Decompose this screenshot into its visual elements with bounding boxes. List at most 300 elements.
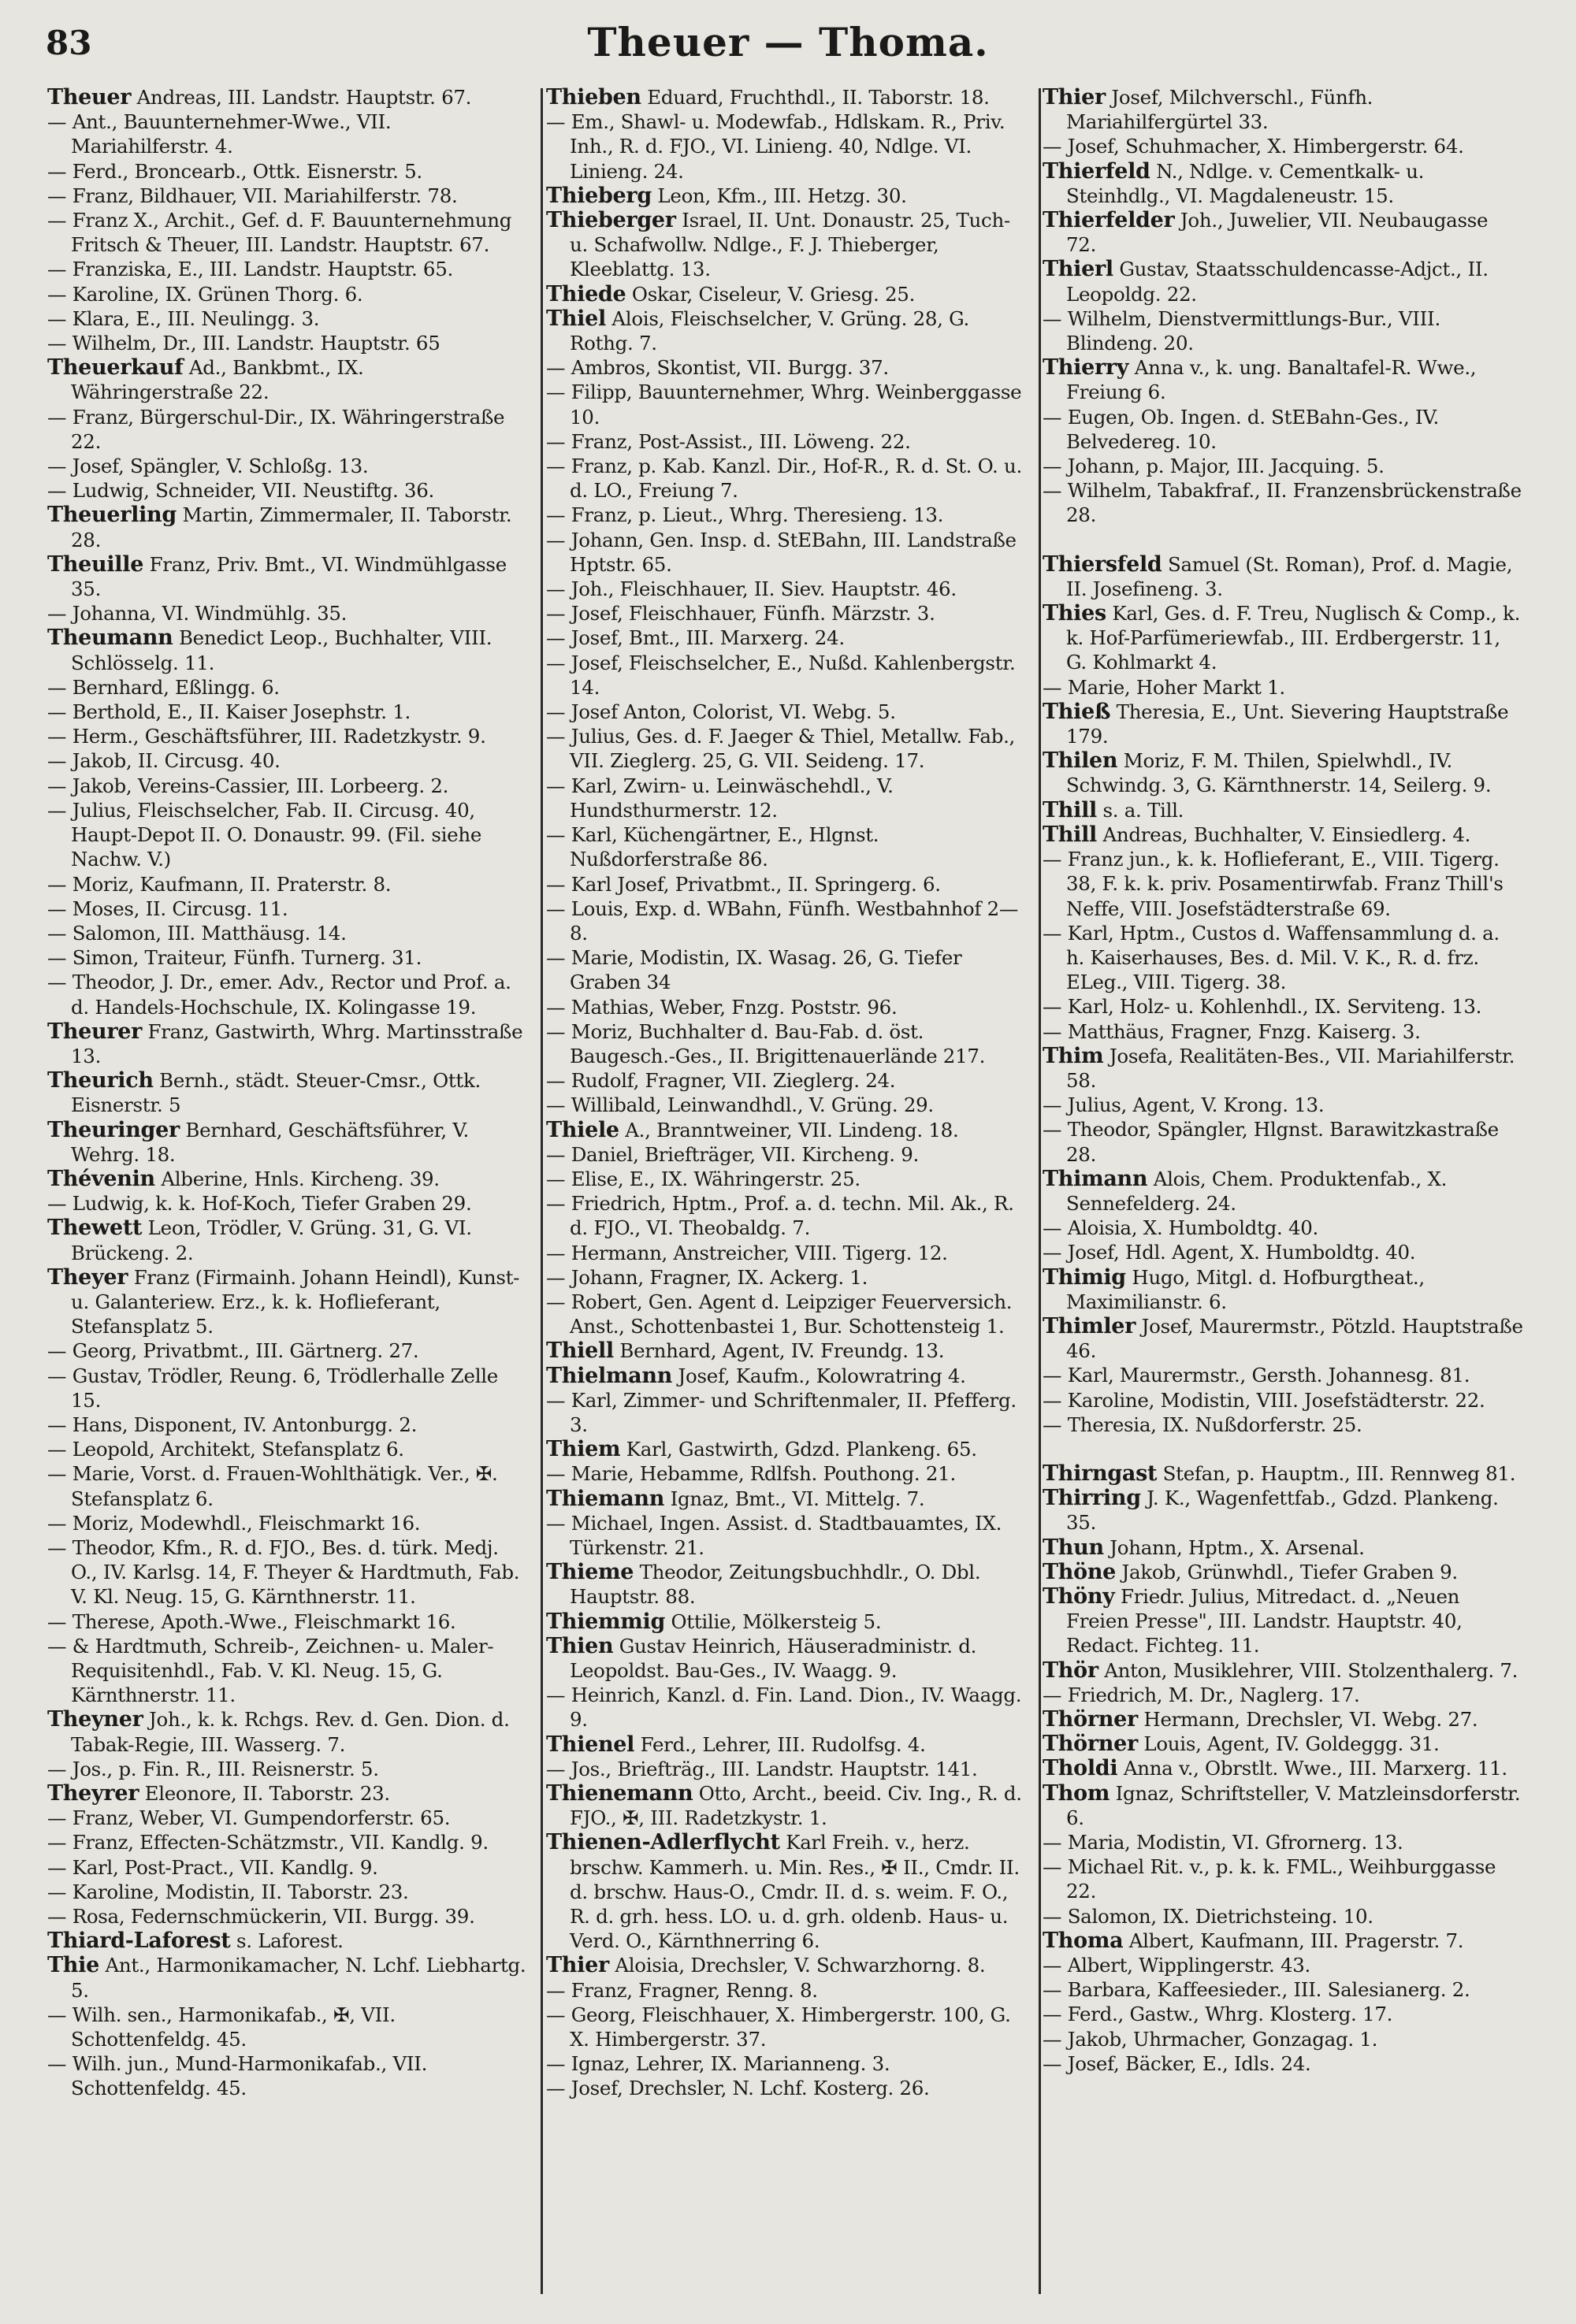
directory-entry	[546, 1461, 1027, 1486]
directory-entry	[47, 1904, 528, 1929]
directory-entry-surname	[1043, 208, 1523, 257]
entry-text: Anna v., k. ung. Banaltafel-R. Wwe., Freiung 6.	[1066, 356, 1477, 404]
directory-entry	[546, 651, 1027, 700]
directory-entry	[47, 454, 528, 478]
entry-surname: Thiede	[546, 281, 626, 306]
directory-entry	[1043, 1413, 1523, 1437]
entry-text: A., Branntweiner, VII. Lindeng. 18.	[619, 1118, 959, 1142]
directory-entry	[1043, 1953, 1523, 1977]
entry-text: Ad., Bankbmt., IX. Währingerstraße 22.	[71, 356, 364, 404]
entry-text: — Jakob, Uhrmacher, Gonzagag. 1.	[1043, 2027, 1378, 2051]
entry-text: Benedict Leop., Buchhalter, VIII. Schlösselg. 11.	[71, 626, 492, 674]
directory-entry	[546, 700, 1027, 724]
directory-entry-surname	[546, 1364, 1027, 1388]
entry-text: — Aloisia, X. Humboldtg. 40.	[1043, 1216, 1319, 1240]
directory-entry	[546, 724, 1027, 773]
entry-surname: Thörner	[1043, 1732, 1138, 1757]
entry-text: — Karl, Holz- u. Kohlenhdl., IX. Serviteng. 13.	[1043, 995, 1482, 1019]
entry-text: — Friedrich, Hptm., Prof. a. d. techn. Mil. Ak., R. d. FJO., VI. Theobaldg. 7.	[546, 1192, 1014, 1240]
entry-text: — Franz, Weber, VI. Gumpendorferstr. 65.	[47, 1806, 451, 1830]
directory-entry	[47, 282, 528, 306]
entry-surname: Thom	[1043, 1780, 1110, 1806]
directory-entry-surname	[1043, 1044, 1523, 1093]
entry-text: — Ludwig, Schneider, VII. Neustiftg. 36.	[47, 479, 434, 503]
entry-surname: Thiel	[546, 306, 606, 331]
entry-text: — Rosa, Federnschmückerin, VII. Burgg. 39.	[47, 1905, 475, 1929]
entry-text: — Karl, Post-Pract., VII. Kandlg. 9.	[47, 1855, 378, 1879]
directory-entry-surname	[1043, 1461, 1523, 1486]
entry-surname: Thimig	[1043, 1264, 1126, 1290]
directory-entry	[1043, 2051, 1523, 2076]
entry-surname: Thierfeld	[1043, 158, 1150, 184]
directory-entry	[546, 454, 1027, 503]
directory-entry	[47, 675, 528, 700]
directory-entry	[47, 1880, 528, 1904]
entry-surname: Thimler	[1043, 1313, 1136, 1338]
directory-entry-surname	[1043, 1929, 1523, 1953]
entry-text: Karl Freih. v., herz. brschw. Kammerh. u. Min. Res., ✠ II., Cmdr. II. d. brschw. Haus-O., Cmdr. II. d. s. weim. F. O., R. d. grh. hess. LO. u. d. grh. oldenb. Haus- u. Verd. O., Kärnthnerring 6.	[570, 1831, 1020, 1953]
entry-surname: Thie	[47, 1953, 99, 1978]
directory-entry-surname	[1043, 1265, 1523, 1314]
entry-text: Martin, Zimmermaler, II. Taborstr. 28.	[71, 503, 512, 551]
directory-entry	[546, 503, 1027, 527]
directory-entry	[546, 1142, 1027, 1167]
entry-text: — Friedrich, M. Dr., Naglerg. 17.	[1043, 1683, 1360, 1706]
entry-surname: Thöne	[1043, 1559, 1117, 1584]
directory-entry	[47, 1806, 528, 1830]
entry-surname: Thielmann	[546, 1363, 673, 1388]
entry-text: Jakob, Grünwhdl., Tiefer Graben 9.	[1116, 1560, 1458, 1583]
entry-text: N., Ndlge. v. Cementkalk- u. Steinhdlg., VI. Magdaleneustr. 15.	[1066, 159, 1425, 207]
entry-text: — Franz jun., k. k. Hoflieferant, E., VIII. Tigerg. 38, F. k. k. priv. Posamentirwfab. Franz Thill's Neffe, VIII. Josefstädterstraße 69.	[1043, 848, 1504, 920]
directory-entry-surname	[1043, 1732, 1523, 1756]
directory-entry	[1043, 675, 1523, 700]
entry-text: Anton, Musiklehrer, VIII. Stolzenthalerg. 7.	[1098, 1658, 1518, 1682]
directory-entry	[546, 626, 1027, 650]
directory-entry-surname	[546, 1732, 1027, 1757]
entry-surname: Thienemann	[546, 1781, 693, 1806]
entry-text: Otto, Archt., beeid. Civ. Ing., R. d. FJO., ✠, III. Radetzkystr. 1.	[570, 1782, 1022, 1830]
entry-text: — Jos., Briefträg., III. Landstr. Hauptstr. 141.	[546, 1757, 978, 1780]
directory-entry-surname	[546, 1781, 1027, 1830]
entry-surname: Theuille	[47, 551, 144, 577]
entry-text: — Marie, Vorst. d. Frauen-Wohlthätigk. Ver., ✠. Stefansplatz 6.	[47, 1462, 498, 1510]
entry-text: — Salomon, III. Matthäusg. 14.	[47, 921, 347, 945]
directory-entry	[546, 1019, 1027, 1068]
entry-surname: Thöny	[1043, 1583, 1115, 1609]
entry-text: Eleonore, II. Taborstr. 23.	[139, 1782, 390, 1806]
directory-entry	[47, 257, 528, 281]
entry-text: s. Laforest.	[230, 1929, 344, 1953]
directory-entry	[1043, 1904, 1523, 1929]
entry-text: — Josef, Drechsler, N. Lchf. Kosterg. 26.	[546, 2077, 930, 2100]
entry-text: — Julius, Fleischselcher, Fab. II. Circusg. 40, Haupt-Depot II. O. Donaustr. 99. (Fil. siehe Nachw. V.)	[47, 798, 482, 871]
directory-entry	[47, 1191, 528, 1216]
directory-entry	[47, 1338, 528, 1363]
entry-text: Theresia, E., Unt. Sievering Hauptstraße 179.	[1066, 700, 1509, 748]
directory-entry-surname	[47, 1265, 528, 1339]
directory-entry-surname	[546, 1609, 1027, 1634]
directory-entry	[546, 601, 1027, 626]
directory-entry	[546, 1093, 1027, 1117]
directory-entry	[47, 724, 528, 748]
entry-surname: Theumann	[47, 626, 173, 651]
directory-entry	[47, 897, 528, 921]
entry-surname: Thévenin	[47, 1166, 155, 1191]
entry-surname: Thim	[1043, 1043, 1104, 1068]
entry-text: — Franz X., Archit., Gef. d. F. Bauunternehmung Fritsch & Theuer, III. Landstr. Hauptstr. 67.	[47, 209, 512, 257]
directory-entry	[546, 897, 1027, 945]
directory-entry-surname	[47, 1068, 528, 1117]
directory-entry-surname	[1043, 257, 1523, 306]
directory-entry	[1043, 478, 1523, 527]
directory-entry	[1043, 1683, 1523, 1707]
directory-entry	[47, 921, 528, 945]
directory-entry-surname	[546, 1560, 1027, 1609]
entry-text: — Klara, E., III. Neulingg. 3.	[47, 306, 320, 330]
directory-entry	[47, 1461, 528, 1510]
entry-text: — Karl, Maurermstr., Gersth. Johannesg. 81.	[1043, 1364, 1470, 1387]
entry-text: — Wilhelm, Dr., III. Landstr. Hauptstr. 65	[47, 332, 440, 355]
entry-text: — Hermann, Anstreicher, VIII. Tigerg. 12.	[546, 1241, 948, 1264]
directory-entry	[546, 1265, 1027, 1290]
entry-text: — Julius, Ges. d. F. Jaeger & Thiel, Metallw. Fab., VII. Zieglerg. 25, G. VII. Seideng. 17.	[546, 725, 1016, 773]
directory-entry	[546, 577, 1027, 601]
entry-text: — Joh., Fleischhauer, II. Siev. Hauptstr. 46.	[546, 577, 957, 601]
directory-entry-surname	[546, 1487, 1027, 1511]
entry-text: — Georg, Privatbmt., III. Gärtnerg. 27.	[47, 1339, 419, 1363]
entry-text: — Marie, Hoher Markt 1.	[1043, 675, 1285, 699]
entry-text: — Jakob, Vereins-Cassier, III. Lorbeerg. 2.	[47, 774, 449, 797]
entry-surname: Thies	[1043, 601, 1106, 626]
entry-text: — Berthold, E., II. Kaiser Josephstr. 1.	[47, 700, 411, 724]
directory-entry-surname	[546, 1437, 1027, 1461]
entry-text: — Rudolf, Fragner, VII. Zieglerg. 24.	[546, 1069, 896, 1093]
entry-surname: Thierry	[1043, 355, 1129, 381]
entry-text: — Michael Rit. v., p. k. k. FML., Weihburggasse 22.	[1043, 1855, 1496, 1903]
directory-entry	[546, 1757, 1027, 1781]
entry-text: — Ferd., Gastw., Whrg. Klosterg. 17.	[1043, 2003, 1393, 2026]
entry-text: — Josef, Spängler, V. Schloßg. 13.	[47, 455, 369, 478]
directory-entry-surname	[546, 1830, 1027, 1953]
entry-text: — Wilh. jun., Mund-Harmonikafab., VII. Schottenfeldg. 45.	[47, 2052, 428, 2100]
entry-text: — Elise, E., IX. Währingerstr. 25.	[546, 1167, 860, 1190]
entry-text: — Karl, Zwirn- u. Leinwäschehdl., V. Hundsthurmerstr. 12.	[546, 774, 894, 822]
entry-surname: Thörner	[1043, 1707, 1138, 1732]
directory-entry	[47, 478, 528, 503]
directory-entry	[1043, 994, 1523, 1019]
directory-entry	[546, 1978, 1027, 2003]
directory-entry-surname	[47, 1781, 528, 1806]
entry-text: J. K., Wagenfettfab., Gdzd. Plankeng. 35.	[1066, 1487, 1499, 1535]
entry-text: — Simon, Traiteur, Fünfh. Turnerg. 31.	[47, 946, 422, 970]
directory-entry	[546, 774, 1027, 822]
directory-entry	[47, 405, 528, 454]
entry-text: Franz, Gastwirth, Whrg. Martinsstraße 13.	[71, 1019, 523, 1067]
directory-entry-surname	[1043, 159, 1523, 208]
entry-text: — Johann, p. Major, III. Jacquing. 5.	[1043, 455, 1385, 478]
directory-entry	[1043, 1830, 1523, 1854]
entry-surname: Thieben	[546, 85, 641, 110]
entry-text: — Leopold, Architekt, Stefansplatz 6.	[47, 1438, 404, 1461]
entry-text: Ant., Harmonikamacher, N. Lchf. Liebhartg. 5.	[71, 1954, 526, 2002]
entry-surname: Thiard-Laforest	[47, 1929, 231, 1954]
entry-text: — Ludwig, k. k. Hof-Koch, Tiefer Graben 29.	[47, 1192, 472, 1216]
entry-text: Josef, Milchverschl., Fünfh. Mariahilfergürtel 33.	[1066, 86, 1373, 134]
directory-entry-surname	[47, 503, 528, 551]
directory-entry-surname	[47, 1929, 528, 1953]
column-1	[47, 85, 528, 2307]
directory-entry-surname	[1043, 355, 1523, 404]
entry-text: — Barbara, Kaffeesieder., III. Salesianerg. 2.	[1043, 1978, 1470, 2002]
entry-text: — Em., Shawl- u. Modewfab., Hdlskam. R., Priv. Inh., R. d. FJO., VI. Linieng. 40, Ndlge. VI. Linieng. 24.	[546, 110, 1005, 183]
entry-text: — Daniel, Briefträger, VII. Kircheng. 9.	[546, 1142, 920, 1166]
directory-entry	[47, 1609, 528, 1634]
directory-entry-surname	[1043, 1535, 1523, 1560]
directory-entry	[1043, 1216, 1523, 1240]
entry-text: — Karoline, Modistin, VIII. Josefstädterstr. 22.	[1043, 1388, 1485, 1412]
entry-text: — Johann, Fragner, IX. Ackerg. 1.	[546, 1265, 868, 1289]
entry-surname: Theurer	[47, 1019, 143, 1044]
directory-entry-surname	[47, 1707, 528, 1756]
directory-entry-surname	[546, 282, 1027, 306]
entry-text: — Michael, Ingen. Assist. d. Stadtbauamtes, IX. Türkenstr. 21.	[546, 1511, 1002, 1559]
directory-entry-surname	[1043, 85, 1523, 134]
directory-entry	[546, 355, 1027, 380]
directory-entry-surname	[47, 626, 528, 674]
directory-entry	[546, 822, 1027, 871]
directory-entry	[546, 528, 1027, 577]
entry-text: — Theodor, Kfm., R. d. FJO., Bes. d. türk. Medj. O., IV. Karlsg. 14, F. Theyer & Hardtmuth, Fab. V. Kl. Neug. 15, G. Kärnthnerstr. 11.	[47, 1535, 520, 1609]
directory-entry	[47, 1830, 528, 1854]
directory-entry	[546, 1241, 1027, 1265]
entry-text: Aloisia, Drechsler, V. Schwarzhorng. 8.	[608, 1954, 986, 1977]
entry-text: — Franz, Bürgerschul-Dir., IX. Währingerstraße 22.	[47, 405, 505, 453]
directory-entry	[47, 2003, 528, 2051]
directory-entry	[546, 1290, 1027, 1338]
entry-text: — Franz, Fragner, Renng. 8.	[546, 1978, 818, 2002]
directory-entry-surname	[47, 1019, 528, 1068]
entry-text: Karl, Ges. d. F. Treu, Nuglisch & Comp., k. k. Hof-Parfümeriewfab., III. Erdbergerstr. 11, G. Kohlmarkt 4.	[1066, 602, 1521, 674]
directory-entry-surname	[47, 355, 528, 404]
entry-text: — Franziska, E., III. Landstr. Hauptstr. 65.	[47, 258, 453, 281]
entry-text: — Josef, Bäcker, E., Idls. 24.	[1043, 2051, 1311, 2075]
directory-entry	[47, 1511, 528, 1535]
directory-entry	[546, 872, 1027, 897]
entry-text: — Heinrich, Kanzl. d. Fin. Land. Dion., IV. Waagg. 9.	[546, 1684, 1022, 1732]
entry-text: Friedr. Julius, Mitredact. d. „Neuen Freien Presse", III. Landstr. Hauptstr. 40, Redact. Fichteg. 11.	[1066, 1584, 1463, 1658]
entry-surname: Thewett	[47, 1216, 143, 1241]
directory-entry	[546, 2051, 1027, 2076]
entry-text: — Josef, Fleischhauer, Fünfh. Märzstr. 3.	[546, 602, 935, 626]
entry-text: — Salomon, IX. Dietrichsteing. 10.	[1043, 1904, 1373, 1928]
entry-surname: Thier	[1043, 85, 1106, 110]
entry-text: — Wilhelm, Dienstvermittlungs-Bur., VIII. Blindeng. 20.	[1043, 306, 1440, 355]
directory-entry	[1043, 1977, 1523, 2002]
directory-entry	[1043, 134, 1523, 158]
directory-entry	[1043, 921, 1523, 995]
entry-text: — Willibald, Leinwandhdl., V. Grüng. 29.	[546, 1093, 934, 1117]
entry-surname: Thierl	[1043, 257, 1113, 282]
entry-surname: Theyner	[47, 1707, 143, 1732]
entry-text: Gustav, Staatsschuldencasse-Adjct., II. Leopoldg. 22.	[1066, 258, 1489, 306]
entry-surname: Thiell	[546, 1338, 614, 1364]
entry-surname: Thier	[546, 1953, 609, 1978]
directory-entry-surname	[546, 1118, 1027, 1142]
directory-entry	[47, 1535, 528, 1609]
entry-text: Louis, Agent, IV. Goldeggg. 31.	[1137, 1732, 1440, 1756]
directory-entry-surname	[1043, 1314, 1523, 1363]
directory-entry	[47, 601, 528, 626]
entry-text: — Mathias, Weber, Fnzg. Poststr. 96.	[546, 995, 898, 1019]
entry-text: Joh., Juwelier, VII. Neubaugasse 72.	[1066, 209, 1489, 257]
entry-text: — Karl, Hptm., Custos d. Waffensammlung d. a. h. Kaiserhauses, Bes. d. Mil. V. K., R. d. frz. ELeg., VIII. Tigerg. 38.	[1043, 921, 1500, 994]
entry-text: Anna v., Obrstlt. Wwe., III. Marxerg. 11.	[1117, 1757, 1507, 1780]
entry-text: Andreas, III. Landstr. Hauptstr. 67.	[131, 86, 472, 109]
directory-entry-surname	[1043, 552, 1523, 601]
entry-surname: Thiele	[546, 1117, 619, 1142]
entry-text: — Moriz, Buchhalter d. Bau-Fab. d. öst. Baugesch.-Ges., II. Brigittenauerlände 217.	[546, 1019, 986, 1067]
entry-text: — Moses, II. Circusg. 11.	[47, 897, 288, 920]
column-2	[546, 85, 1027, 2307]
entry-surname: Thilen	[1043, 748, 1118, 774]
entry-text: — Ignaz, Lehrer, IX. Marianneng. 3.	[546, 2052, 890, 2076]
directory-entry	[1043, 2027, 1523, 2051]
entry-text: — Theodor, Spängler, Hlgnst. Barawitzkastraße 28.	[1043, 1118, 1499, 1166]
entry-text: — Jos., p. Fin. R., III. Reisnerstr. 5.	[47, 1757, 379, 1780]
directory-entry-surname	[47, 85, 528, 110]
entry-text: — Josef, Hdl. Agent, X. Humboldtg. 40.	[1043, 1241, 1416, 1264]
entry-text: — Josef, Schuhmacher, X. Himbergerstr. 64.	[1043, 135, 1464, 158]
entry-text: — Moriz, Modewhdl., Fleischmarkt 16.	[47, 1511, 421, 1535]
directory-entry-surname	[546, 208, 1027, 282]
directory-entry	[546, 1511, 1027, 1560]
directory-entry	[1043, 1388, 1523, 1413]
entry-surname: Thun	[1043, 1535, 1104, 1560]
directory-entry-surname	[1043, 1167, 1523, 1216]
entry-surname: Thiersfeld	[1043, 551, 1162, 577]
entry-text: — Wilhelm, Tabakfraf., II. Franzensbrückenstraße 28.	[1043, 479, 1522, 527]
entry-text: Josefa, Realitäten-Bes., VII. Mariahilferstr. 58.	[1066, 1044, 1515, 1092]
entry-surname: Thieberger	[546, 208, 676, 233]
directory-entry	[47, 331, 528, 355]
entry-text: — Ferd., Broncearb., Ottk. Eisnerstr. 5.	[47, 159, 422, 183]
entry-text: Alois, Chem. Produktenfab., X. Sennefelderg. 24.	[1066, 1167, 1448, 1215]
directory-entry-surname	[1043, 1658, 1523, 1683]
entry-text: Ferd., Lehrer, III. Rudolfsg. 4.	[634, 1732, 926, 1756]
entry-surname: Thör	[1043, 1658, 1098, 1683]
entry-surname: Thieme	[546, 1560, 634, 1585]
directory-entry-surname	[47, 1953, 528, 2002]
entry-text: — Karl, Küchengärtner, E., Hlgnst. Nußdorferstraße 86.	[546, 823, 879, 871]
directory-entry-surname	[546, 85, 1027, 110]
directory-entry	[546, 380, 1027, 429]
directory-entry	[546, 1167, 1027, 1191]
directory-entry	[47, 2051, 528, 2100]
directory-entry	[47, 208, 528, 257]
entry-text: — Karl Josef, Privatbmt., II. Springerg. 6.	[546, 872, 941, 896]
entry-text: Eduard, Fruchthdl., II. Taborstr. 18.	[641, 86, 990, 109]
page-title: Theuer — Thoma.	[587, 19, 989, 65]
entry-surname: Thirring	[1043, 1486, 1141, 1511]
directory-entry	[1043, 405, 1523, 454]
directory-entry	[47, 774, 528, 798]
directory-entry-surname	[546, 1338, 1027, 1363]
directory-entry	[546, 429, 1027, 454]
entry-text: Hermann, Drechsler, VI. Webg. 27.	[1137, 1708, 1478, 1731]
entry-surname: Theuringer	[47, 1117, 180, 1142]
directory-entry-surname	[1043, 1560, 1523, 1584]
directory-entry	[1043, 1019, 1523, 1044]
entry-text: — Josef, Bmt., III. Marxerg. 24.	[546, 626, 845, 650]
entry-surname: Thiemmig	[546, 1609, 666, 1634]
entry-text: Andreas, Buchhalter, V. Einsiedlerg. 4.	[1097, 822, 1471, 846]
entry-text: — & Hardtmuth, Schreib-, Zeichnen- u. Maler-Requisitenhdl., Fab. V. Kl. Neug. 15, G. Kärnthnerstr. 11.	[47, 1634, 494, 1707]
directory-entry	[47, 798, 528, 872]
entry-surname: Thieberg	[546, 183, 652, 208]
directory-entry	[1043, 2002, 1523, 2026]
entry-text: — Hans, Disponent, IV. Antonburgg. 2.	[47, 1413, 418, 1436]
directory-entry-surname	[1043, 1486, 1523, 1535]
entry-text: — Moriz, Kaufmann, II. Praterstr. 8.	[47, 872, 392, 896]
directory-entry	[47, 1757, 528, 1781]
entry-text: — Karoline, Modistin, II. Taborstr. 23.	[47, 1880, 409, 1903]
entry-text: Franz (Firmainh. Johann Heindl), Kunst- u. Galanteriew. Erz., k. k. Hoflieferant, Stefansplatz 5.	[71, 1265, 520, 1338]
entry-surname: Thienel	[546, 1732, 635, 1757]
entry-text: — Ambros, Skontist, VII. Burgg. 37.	[546, 356, 889, 380]
entry-surname: Theuerkauf	[47, 355, 184, 381]
entry-text: Moriz, F. M. Thilen, Spielwhdl., IV. Schwindg. 3, G. Kärnthnerstr. 14, Seilerg. 9.	[1066, 749, 1492, 797]
entry-surname: Thiemann	[546, 1486, 665, 1511]
entry-surname: Thimann	[1043, 1166, 1148, 1191]
columns-container	[47, 85, 1576, 2307]
directory-entry	[546, 1068, 1027, 1093]
entry-text: — Therese, Apoth.-Wwe., Fleischmarkt 16.	[47, 1609, 456, 1633]
directory-entry-surname	[546, 306, 1027, 355]
entry-text: s. a. Till.	[1097, 798, 1184, 822]
page-header	[0, 0, 1576, 85]
entry-text: Franz, Priv. Bmt., VI. Windmühlgasse 35.	[71, 552, 507, 601]
entry-text: Bernhard, Agent, IV. Freundg. 13.	[613, 1339, 945, 1363]
entry-text: — Franz, Bildhauer, VII. Mariahilferstr. 78.	[47, 184, 458, 207]
entry-text: Albert, Kaufmann, III. Pragerstr. 7.	[1123, 1929, 1464, 1952]
entry-surname: Thierfelder	[1043, 208, 1175, 233]
entry-text: Josef, Maurermstr., Pötzld. Hauptstraße 46.	[1066, 1314, 1523, 1363]
entry-text: — Johann, Gen. Insp. d. StEBahn, III. Landstraße Hptstr. 65.	[546, 528, 1017, 576]
directory-entry	[47, 1413, 528, 1437]
entry-text: — Franz, p. Kab. Kanzl. Dir., Hof-R., R. d. St. O. u. d. LO., Freiung 7.	[546, 455, 1022, 503]
entry-text: Samuel (St. Roman), Prof. d. Magie, II. Josefineng. 3.	[1066, 552, 1513, 600]
directory-entry-surname	[546, 184, 1027, 208]
directory-entry	[47, 1364, 528, 1413]
directory-entry-surname	[1043, 1756, 1523, 1780]
entry-surname: Theuerling	[47, 503, 177, 528]
directory-entry	[1043, 1093, 1523, 1117]
directory-entry	[546, 995, 1027, 1019]
entry-text: — Josef Anton, Colorist, VI. Webg. 5.	[546, 700, 896, 724]
entry-text: — Eugen, Ob. Ingen. d. StEBahn-Ges., IV. Belvedereg. 10.	[1043, 405, 1439, 453]
entry-text: — Maria, Modistin, VI. Gfrornerg. 13.	[1043, 1831, 1403, 1854]
directory-entry-surname	[47, 1167, 528, 1191]
entry-text: Ignaz, Schriftsteller, V. Matzleinsdorferstr. 6.	[1066, 1781, 1521, 1829]
directory-entry	[47, 945, 528, 970]
entry-surname: Theyer	[47, 1264, 128, 1290]
entry-text: Alois, Fleischselcher, V. Grüng. 28, G. Rothg. 7.	[570, 306, 970, 355]
entry-text: Josef, Kaufm., Kolowratring 4.	[672, 1364, 966, 1387]
entry-text: Joh., k. k. Rchgs. Rev. d. Gen. Dion. d. Tabak-Regie, III. Wasserg. 7.	[71, 1708, 510, 1756]
directory-entry	[1043, 1240, 1523, 1264]
entry-text: — Bernhard, Eßlingg. 6.	[47, 675, 280, 699]
